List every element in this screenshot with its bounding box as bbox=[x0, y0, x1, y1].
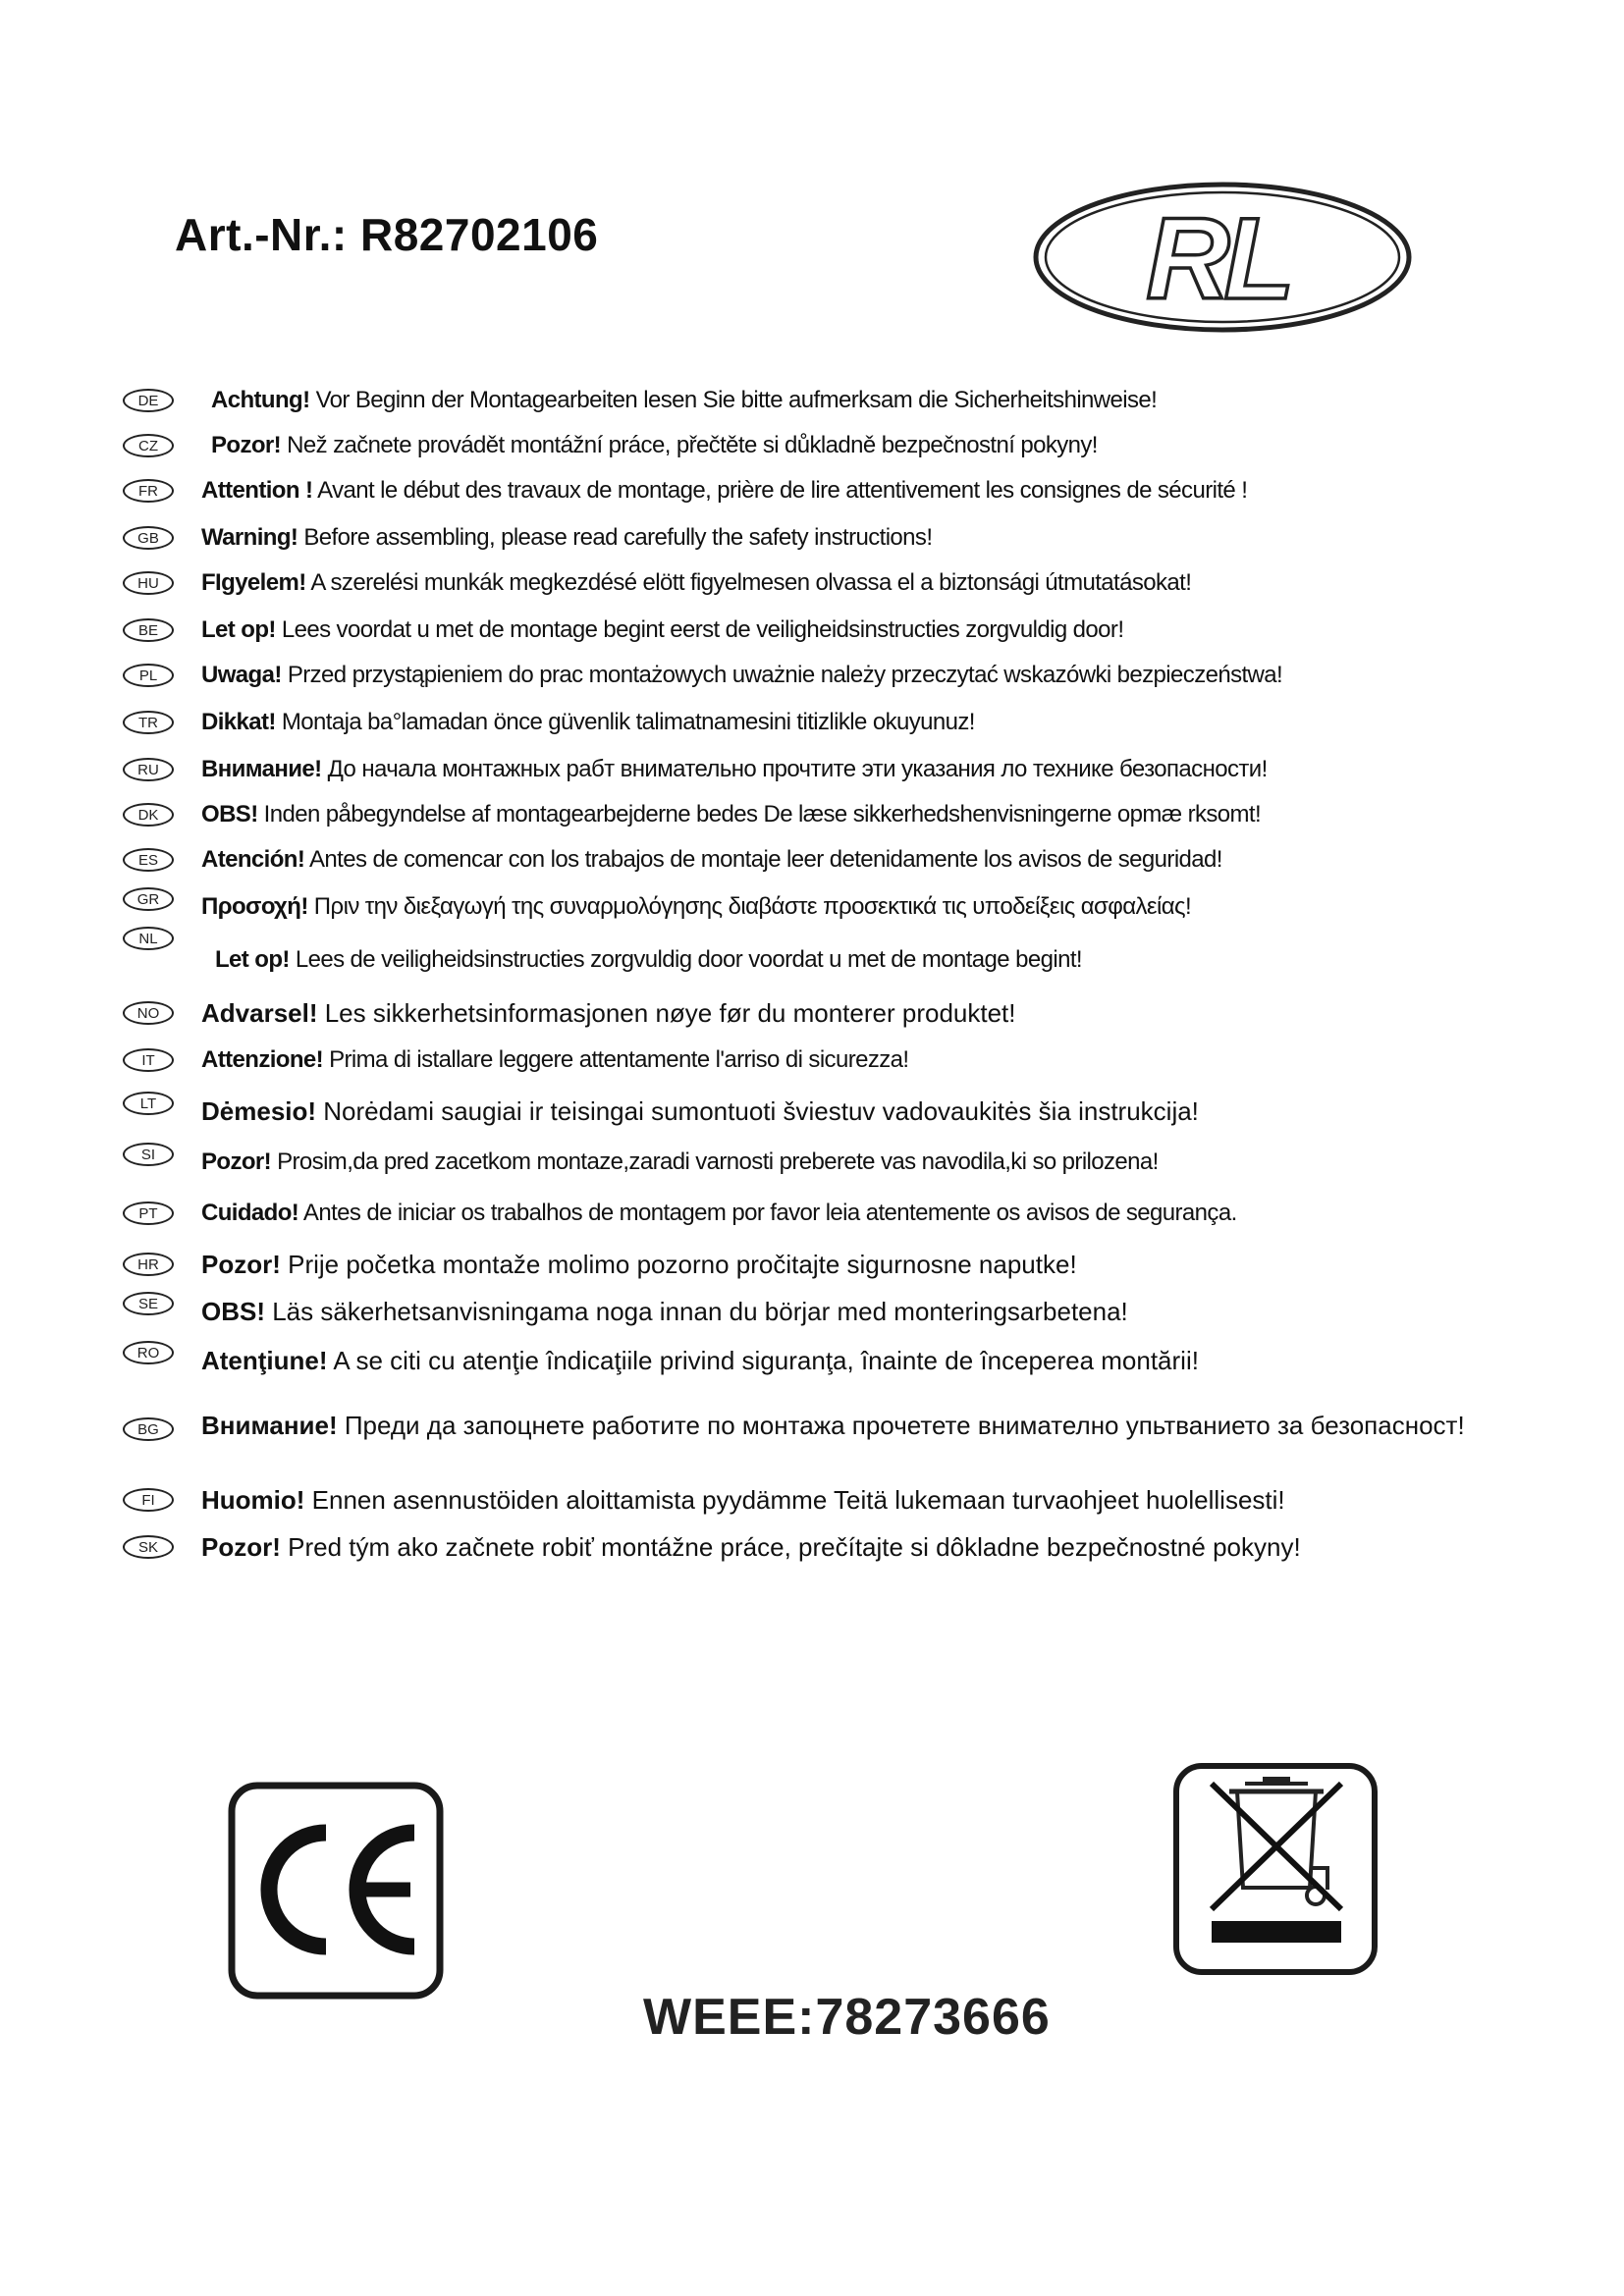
language-code-badge: IT bbox=[123, 1048, 174, 1072]
weee-registration-number: WEEE:78273666 bbox=[643, 1989, 1051, 2046]
notice-text bbox=[201, 1046, 908, 1074]
notice-text bbox=[201, 1200, 1237, 1227]
language-code-badge: PT bbox=[123, 1201, 174, 1225]
language-code-badge: CZ bbox=[123, 434, 174, 457]
notice-body: Lees voordat u met de montage begint eerst de veiligheidsinstructies zorgvuldig door! bbox=[275, 616, 1124, 643]
notice-row-de bbox=[123, 381, 1576, 420]
notice-body: До начала монтажных рабт внимательно прочтите эти указания ло технике безопасности! bbox=[321, 756, 1268, 782]
language-code-badge: HU bbox=[123, 571, 174, 595]
notice-body: Vor Beginn der Montagearbeiten lesen Sie bitte aufmerksam die Sicherheitshinweise! bbox=[309, 387, 1158, 413]
language-code-badge: DK bbox=[123, 803, 174, 827]
notice-body: Läs säkerhetsanvisningama noga innan du börjar med monteringsarbetena! bbox=[265, 1296, 1128, 1326]
notice-row-hr bbox=[123, 1245, 1576, 1284]
language-code-badge: ES bbox=[123, 848, 174, 872]
language-code-badge: BE bbox=[123, 618, 174, 642]
notice-heading: Dėmesio! bbox=[201, 1095, 317, 1126]
notice-text bbox=[201, 524, 932, 552]
notice-text bbox=[201, 998, 1016, 1029]
notice-heading: Warning! bbox=[201, 524, 298, 551]
notice-body: Antes de iniciar os trabalhos de montagem por favor leia atentemente os avisos de segurança. bbox=[298, 1200, 1237, 1226]
notice-row-be bbox=[123, 611, 1576, 650]
notice-heading: Attention ! bbox=[201, 477, 313, 504]
notice-row-it bbox=[123, 1041, 1576, 1080]
notice-heading: OBS! bbox=[201, 801, 258, 828]
notice-body: Antes de comencar con los trabajos de montaje leer detenidamente los avisos de seguridad! bbox=[304, 846, 1222, 873]
notice-row-si bbox=[123, 1143, 1576, 1182]
language-code-badge: GR bbox=[123, 887, 174, 911]
weee-crossed-bin-icon bbox=[1172, 1762, 1379, 1976]
notice-text bbox=[201, 1411, 1465, 1441]
notice-row-tr bbox=[123, 703, 1576, 742]
notice-body: Pred tým ako začnete robiť montážne práce, prečítajte si dôkladne bezpečnostné pokyny! bbox=[280, 1531, 1301, 1562]
notice-row-hu bbox=[123, 563, 1576, 603]
notice-body: A szerelési munkák megkezdésé elött figyelmesen olvassa el a biztonsági útmutatásokat! bbox=[305, 569, 1192, 596]
notice-text bbox=[201, 1250, 1077, 1280]
notice-body: Πριν την διεξαγωγή της συναρμολόγησης διαβάστε προσεκτικά τις υποδείξεις ασφαλείας! bbox=[307, 893, 1192, 920]
notice-row-gb bbox=[123, 518, 1576, 558]
notice-text bbox=[215, 946, 1082, 974]
notice-heading: Pozor! bbox=[211, 432, 282, 458]
notice-row-pt bbox=[123, 1194, 1576, 1233]
notice-text bbox=[201, 616, 1123, 644]
notice-row-nl bbox=[123, 930, 1576, 980]
notice-text bbox=[201, 1346, 1199, 1376]
language-code-badge: PL bbox=[123, 664, 174, 687]
language-code-badge: HR bbox=[123, 1253, 174, 1276]
language-code-badge: RO bbox=[123, 1341, 174, 1364]
notice-heading: Advarsel! bbox=[201, 997, 318, 1028]
notice-heading: Atenţiune! bbox=[201, 1345, 328, 1375]
notice-text bbox=[201, 801, 1261, 828]
logo-lettering: RL bbox=[1146, 194, 1289, 324]
notice-heading: Cuidado! bbox=[201, 1200, 299, 1226]
notice-text bbox=[201, 709, 975, 736]
notice-row-cz bbox=[123, 426, 1576, 465]
notice-text bbox=[201, 1148, 1159, 1176]
notice-heading: FIgyelem! bbox=[201, 569, 306, 596]
notice-heading: Внимание! bbox=[201, 756, 322, 782]
notice-text bbox=[201, 1485, 1285, 1516]
notice-heading: OBS! bbox=[201, 1296, 265, 1326]
language-code-badge: NL bbox=[123, 927, 174, 950]
notice-row-dk bbox=[123, 795, 1576, 834]
notice-heading: Pozor! bbox=[201, 1531, 281, 1562]
language-code-badge: NO bbox=[123, 1001, 174, 1025]
language-code-badge: SK bbox=[123, 1535, 174, 1559]
notice-body: Montaja ba°lamadan önce güvenlik talimatnamesini titizlikle okuyunuz! bbox=[275, 709, 975, 735]
notice-body: Преди да запоцнете работите по монтажа прочетете внимателно упьтванието за безопасност! bbox=[337, 1410, 1465, 1440]
notice-text bbox=[201, 1096, 1199, 1127]
language-code-badge: DE bbox=[123, 389, 174, 412]
notice-text bbox=[201, 756, 1268, 783]
notice-row-pl bbox=[123, 656, 1576, 695]
notice-body: Lees de veiligheidsinstructies zorgvuldig door voordat u met de montage begint! bbox=[289, 946, 1082, 973]
notice-body: Prije početka montaže molimo pozorno pročitajte sigurnosne naputke! bbox=[280, 1249, 1077, 1279]
notice-body: A se citi cu atenţie îndicaţiile privind siguranţa, înainte de începerea montării! bbox=[327, 1345, 1199, 1375]
notice-row-ro bbox=[123, 1341, 1576, 1380]
notice-body: Prima di istallare leggere attentamente l'arriso di sicurezza! bbox=[323, 1046, 909, 1073]
notice-heading: Dikkat! bbox=[201, 709, 276, 735]
notice-text bbox=[201, 1297, 1128, 1327]
language-code-badge: FR bbox=[123, 479, 174, 503]
notice-text bbox=[201, 893, 1191, 921]
language-code-badge: RU bbox=[123, 758, 174, 781]
notice-heading: Let op! bbox=[201, 616, 276, 643]
notice-text bbox=[201, 662, 1282, 689]
notice-row-se bbox=[123, 1292, 1576, 1331]
notice-body: Než začnete provádět montážní práce, přečtěte si důkladně bezpečnostní pokyny! bbox=[281, 432, 1098, 458]
notice-heading: Pozor! bbox=[201, 1148, 272, 1175]
notice-text bbox=[201, 569, 1191, 597]
notice-body: Les sikkerhetsinformasjonen nøye før du monterer produktet! bbox=[317, 997, 1016, 1028]
notice-row-sk bbox=[123, 1527, 1576, 1567]
notice-text bbox=[201, 846, 1222, 874]
notice-body: Ennen asennustöiden aloittamista pyydämme Teitä lukemaan turvaohjeet huolellisesti! bbox=[304, 1484, 1285, 1515]
notice-text bbox=[201, 1532, 1301, 1563]
notice-body: Avant le début des travaux de montage, prière de lire attentivement les consignes de sécurité ! bbox=[312, 477, 1248, 504]
notice-text bbox=[211, 387, 1157, 414]
notice-heading: Pozor! bbox=[201, 1249, 281, 1279]
notice-heading: Achtung! bbox=[211, 387, 310, 413]
notice-body: Prosim,da pred zacetkom montaze,zaradi varnosti preberete vas navodila,ki so prilozena! bbox=[271, 1148, 1159, 1175]
notice-row-es bbox=[123, 840, 1576, 880]
notice-row-fi bbox=[123, 1480, 1576, 1520]
language-code-badge: GB bbox=[123, 526, 174, 550]
notice-row-no bbox=[123, 993, 1576, 1033]
notice-heading: Προσοχή! bbox=[201, 893, 308, 920]
language-code-badge: BG bbox=[123, 1417, 174, 1441]
notice-heading: Attenzione! bbox=[201, 1046, 324, 1073]
notice-heading: Внимание! bbox=[201, 1410, 338, 1440]
language-code-badge: SE bbox=[123, 1292, 174, 1315]
notice-body: Inden påbegyndelse af montagearbejderne bedes De læse sikkerhedshenvisningerne opmæ rksomt! bbox=[257, 801, 1262, 828]
notice-row-lt bbox=[123, 1092, 1576, 1131]
language-code-badge: SI bbox=[123, 1143, 174, 1166]
notice-body: Norėdami saugiai ir teisingai sumontuoti šviestuv vadovaukitės šia instrukcija! bbox=[316, 1095, 1199, 1126]
notice-text bbox=[201, 477, 1247, 505]
notice-row-gr bbox=[123, 887, 1576, 927]
notice-row-bg bbox=[123, 1406, 1576, 1445]
notice-heading: Let op! bbox=[215, 946, 290, 973]
notice-row-fr bbox=[123, 471, 1576, 510]
notice-row-ru bbox=[123, 750, 1576, 789]
notice-heading: Uwaga! bbox=[201, 662, 282, 688]
ce-mark-icon bbox=[228, 1782, 444, 2000]
notice-heading: Atención! bbox=[201, 846, 305, 873]
language-code-badge: TR bbox=[123, 711, 174, 734]
notice-body: Przed przystąpieniem do prac montażowych uważnie należy przeczytać wskazówki bezpieczeństwa! bbox=[281, 662, 1283, 688]
notice-heading: Huomio! bbox=[201, 1484, 305, 1515]
notice-body: Before assembling, please read carefully the safety instructions! bbox=[298, 524, 933, 551]
article-number: Art.-Nr.: R82702106 bbox=[175, 209, 599, 260]
language-code-badge: FI bbox=[123, 1488, 174, 1512]
language-code-badge: LT bbox=[123, 1092, 174, 1115]
notice-text bbox=[211, 432, 1098, 459]
